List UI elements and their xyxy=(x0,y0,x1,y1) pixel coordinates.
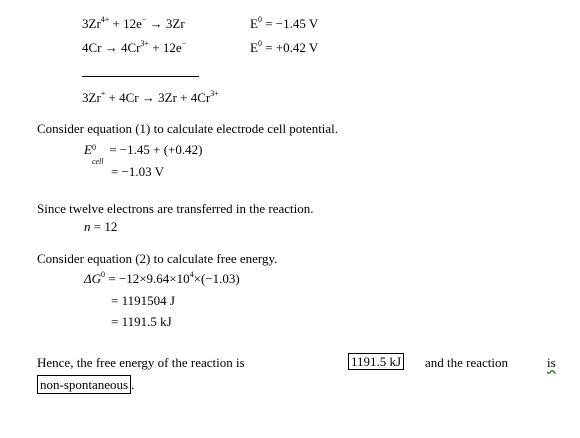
cell-potential-result: = −1.03 V xyxy=(111,164,165,179)
reactant-zr: 3Zr xyxy=(82,16,101,31)
conclusion-text-1: Hence, the free energy of the reaction is xyxy=(37,355,245,370)
charge-sup: 3+ xyxy=(140,39,150,48)
potential-value: = −1.45 V xyxy=(261,16,319,31)
conclusion-text-2: and the reaction xyxy=(425,355,509,370)
e-symbol: E xyxy=(250,16,258,31)
e-symbol: E xyxy=(84,142,92,157)
net-reaction xyxy=(82,91,219,104)
potential-1 xyxy=(250,17,318,30)
charge-sup: + xyxy=(100,89,106,98)
half-reaction-1 xyxy=(82,17,185,30)
e-symbol: E xyxy=(250,40,258,55)
charge-sup: 4+ xyxy=(100,15,110,24)
electron-term: + 12e xyxy=(109,16,142,31)
boxed-free-energy: 1191.5 kJ xyxy=(348,353,404,370)
product-zr: 3Zr xyxy=(165,16,185,31)
e-sup: 0 xyxy=(91,143,96,152)
period: . xyxy=(131,377,135,392)
exp-sup: 4 xyxy=(189,270,194,279)
e-sup: 0 xyxy=(257,39,262,48)
conclusion-line-2 xyxy=(37,378,134,391)
n-symbol: n xyxy=(84,219,91,234)
free-energy-kj: = 1191.5 kJ xyxy=(111,314,172,329)
dg-expr-tail: ×(−1.03) xyxy=(193,271,240,286)
dg-sup: 0 xyxy=(101,270,106,279)
electron-sup: − xyxy=(141,15,147,24)
free-energy-expr xyxy=(84,272,240,285)
reactant-cr: 4Cr → 4Cr xyxy=(82,40,141,55)
potential-value: = +0.42 V xyxy=(261,40,319,55)
step2-intro: Since twelve electrons are transferred in the reaction. xyxy=(37,201,314,216)
n-value: = 12 xyxy=(90,219,118,234)
step1-intro: Consider equation (1) to calculate electrode cell potential. xyxy=(37,121,339,136)
dg-symbol: ΔG xyxy=(84,271,102,286)
e-sup: 0 xyxy=(257,15,262,24)
boxed-spontaneity: non-spontaneous xyxy=(37,375,131,394)
step3-intro: Consider equation (2) to calculate free energy. xyxy=(37,251,278,266)
charge-sup: 3+ xyxy=(210,89,219,98)
electron-term: + 12e xyxy=(149,40,182,55)
net-rest: + 4Cr → 3Zr + 4Cr xyxy=(105,90,211,105)
dg-expr: = −12×9.64×10 xyxy=(105,271,190,286)
cell-potential-expr xyxy=(84,142,203,166)
free-energy-joules: = 1191504 J xyxy=(111,293,175,308)
cell-expr: = −1.45 + (+0.42) xyxy=(105,142,203,157)
electron-sup: − xyxy=(181,39,187,48)
net-reactant: 3Zr xyxy=(82,90,101,105)
conclusion-last-word: is xyxy=(547,355,556,370)
sum-rule xyxy=(82,76,199,77)
e-sub: cell xyxy=(91,157,104,166)
half-reaction-2 xyxy=(82,41,186,54)
potential-2 xyxy=(250,41,318,54)
electron-count xyxy=(84,220,117,233)
reaction-arrow: → xyxy=(146,16,166,31)
